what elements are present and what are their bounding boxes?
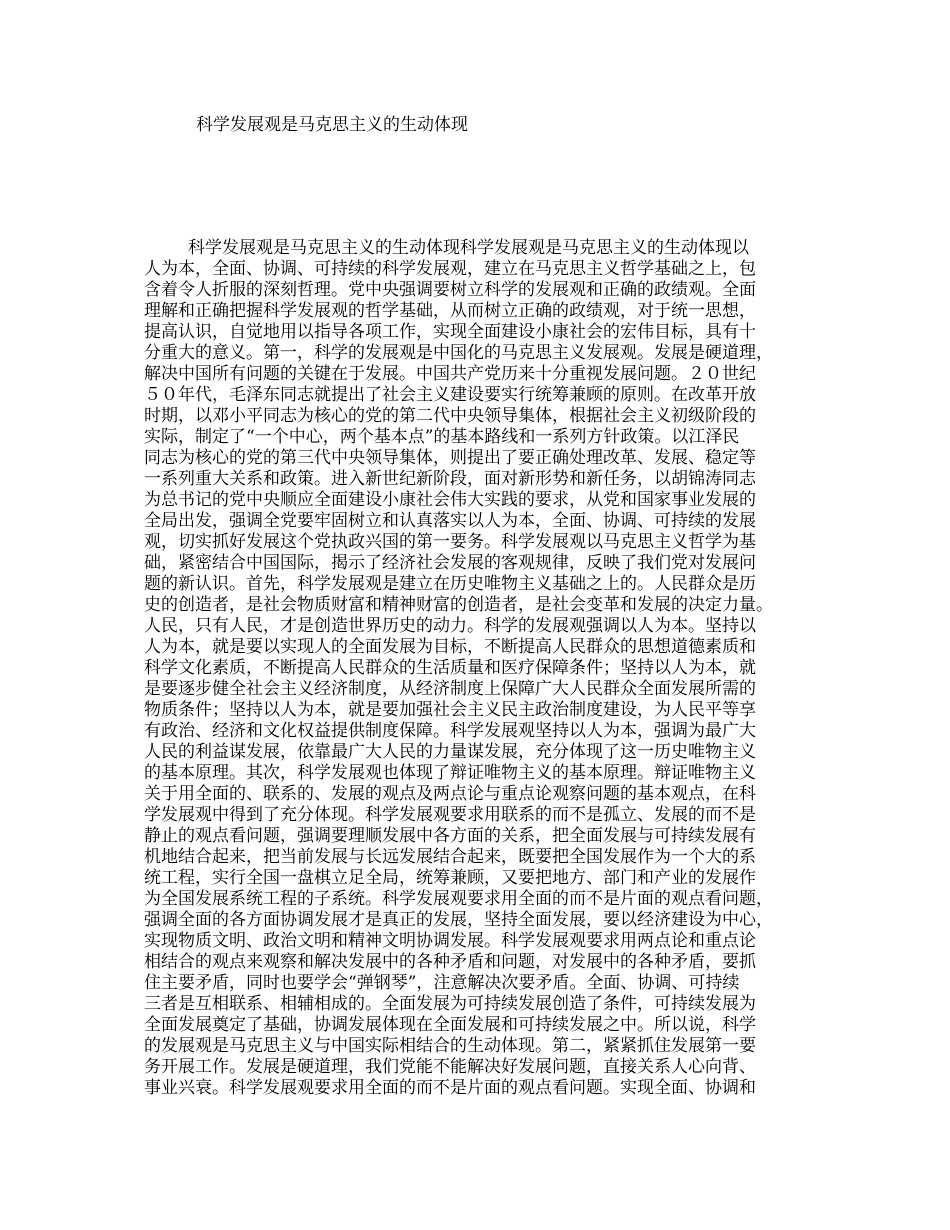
body-text-line: 学发展观中得到了充分体现。科学发展观要求用联系的而不是孤立、发展的而不是 [144,805,756,825]
body-text-line: 分重大的意义。第一，科学的发展观是中国化的马克思主义发展观。发展是硬道理， [144,343,773,363]
body-text-line: 务开展工作。发展是硬道理，我们党能不能解决好发展问题，直接关系人心向背、 [144,1057,756,1077]
body-text-line: ５０年代，毛泽东同志就提出了社会主义建设要实行统筹兼顾的原则。在改革开放 [144,385,756,405]
body-text-line: 人为本，就是要以实现人的全面发展为目标，不断提高人民群众的思想道德素质和 [144,637,756,657]
body-text-line: 为总书记的党中央顺应全面建设小康社会伟大实践的要求，从党和国家事业发展的 [144,490,756,510]
body-text-line: 实际，制定了“一个中心，两个基本点”的基本路线和一系列方针政策。以江泽民 [144,427,740,447]
body-text-line: 物质条件；坚持以人为本，就是要加强社会主义民主政治制度建设，为人民平等享 [144,700,756,720]
body-text-line: 理解和正确把握科学发展观的哲学基础，从而树立正确的政绩观，对于统一思想， [144,301,756,321]
body-text-line: 关于用全面的、联系的、发展的观点及两点论与重点论观察问题的基本观点，在科 [144,784,756,804]
body-text-line: 事业兴衰。科学发展观要求用全面的而不是片面的观点看问题。实现全面、协调和 [144,1078,756,1098]
body-text-line: 史的创造者，是社会物质财富和精神财富的创造者，是社会变革和发展的决定力量。 [144,595,773,615]
body-text-line: 解决中国所有问题的关键在于发展。中国共产党历来十分重视发展问题。２０世纪 [144,364,756,384]
body-text-line: 实现物质文明、政治文明和精神文明协调发展。科学发展观要求用两点论和重点论 [144,931,756,951]
document-title: 科学发展观是马克思主义的生动体现 [196,115,468,135]
body-text-line: 科学文化素质，不断提高人民群众的生活质量和医疗保障条件；坚持以人为本，就 [144,658,756,678]
body-text-line: 住主要矛盾，同时也要学会“弹钢琴”，注意解决次要矛盾。全面、协调、可持续 [144,973,740,993]
body-text-line: 全局出发，强调全党要牢固树立和认真落实以人为本，全面、协调、可持续的发展 [144,511,756,531]
body-text-line: 时期，以邓小平同志为核心的党的第二代中央领导集体，根据社会主义初级阶段的 [144,406,756,426]
body-text-line: 强调全面的各方面协调发展才是真正的发展，坚持全面发展，要以经济建设为中心， [144,910,773,930]
body-text-line: 科学发展观是马克思主义的生动体现科学发展观是马克思主义的生动体现以 [188,238,749,258]
body-text-line: 题的新认识。首先，科学发展观是建立在历史唯物主义基础之上的。人民群众是历 [144,574,756,594]
body-text-line: 有政治、经济和文化权益提供制度保障。科学发展观坚持以人为本，强调为最广大 [144,721,756,741]
body-text-line: 静止的观点看问题，强调要理顺发展中各方面的关系，把全面发展与可持续发展有 [144,826,756,846]
body-text-line: 观，切实抓好发展这个党执政兴国的第一要务。科学发展观以马克思主义哲学为基 [144,532,756,552]
body-text-line: 同志为核心的党的第三代中央领导集体，则提出了要正确处理改革、发展、稳定等 [144,448,756,468]
body-text-line: 含着令人折服的深刻哲理。党中央强调要树立科学的发展观和正确的政绩观。全面 [144,280,756,300]
body-text-line: 三者是互相联系、相辅相成的。全面发展为可持续发展创造了条件，可持续发展为 [144,994,756,1014]
body-text-line: 一系列重大关系和政策。进入新世纪新阶段，面对新形势和新任务，以胡锦涛同志 [144,469,756,489]
body-text-line: 机地结合起来，把当前发展与长远发展结合起来，既要把全国发展作为一个大的系 [144,847,756,867]
body-text-line: 的基本原理。其次，科学发展观也体现了辩证唯物主义的基本原理。辩证唯物主义 [144,763,756,783]
body-text-line: 统工程，实行全国一盘棋立足全局，统筹兼顾，又要把地方、部门和产业的发展作 [144,868,756,888]
body-text-line: 提高认识，自觉地用以指导各项工作，实现全面建设小康社会的宏伟目标，具有十 [144,322,756,342]
body-text-line: 的发展观是马克思主义与中国实际相结合的生动体现。第二，紧紧抓住发展第一要 [144,1036,756,1056]
body-text-line: 为全国发展系统工程的子系统。科学发展观要求用全面的而不是片面的观点看问题， [144,889,773,909]
document-body [144,238,824,1099]
body-text-line: 人民的利益谋发展，依靠最广大人民的力量谋发展，充分体现了这一历史唯物主义 [144,742,756,762]
body-text-line: 是要逐步健全社会主义经济制度，从经济制度上保障广大人民群众全面发展所需的 [144,679,756,699]
body-text-line: 础，紧密结合中国国际，揭示了经济社会发展的客观规律，反映了我们党对发展问 [144,553,756,573]
body-text-line: 相结合的观点来观察和解决发展中的各种矛盾和问题，对发展中的各种矛盾，要抓 [144,952,756,972]
body-text-line: 全面发展奠定了基础，协调发展体现在全面发展和可持续发展之中。所以说，科学 [144,1015,756,1035]
body-text-line: 人为本，全面、协调、可持续的科学发展观，建立在马克思主义哲学基础之上，包 [144,259,756,279]
body-text-line: 人民，只有人民，才是创造世界历史的动力。科学的发展观强调以人为本。坚持以 [144,616,756,636]
